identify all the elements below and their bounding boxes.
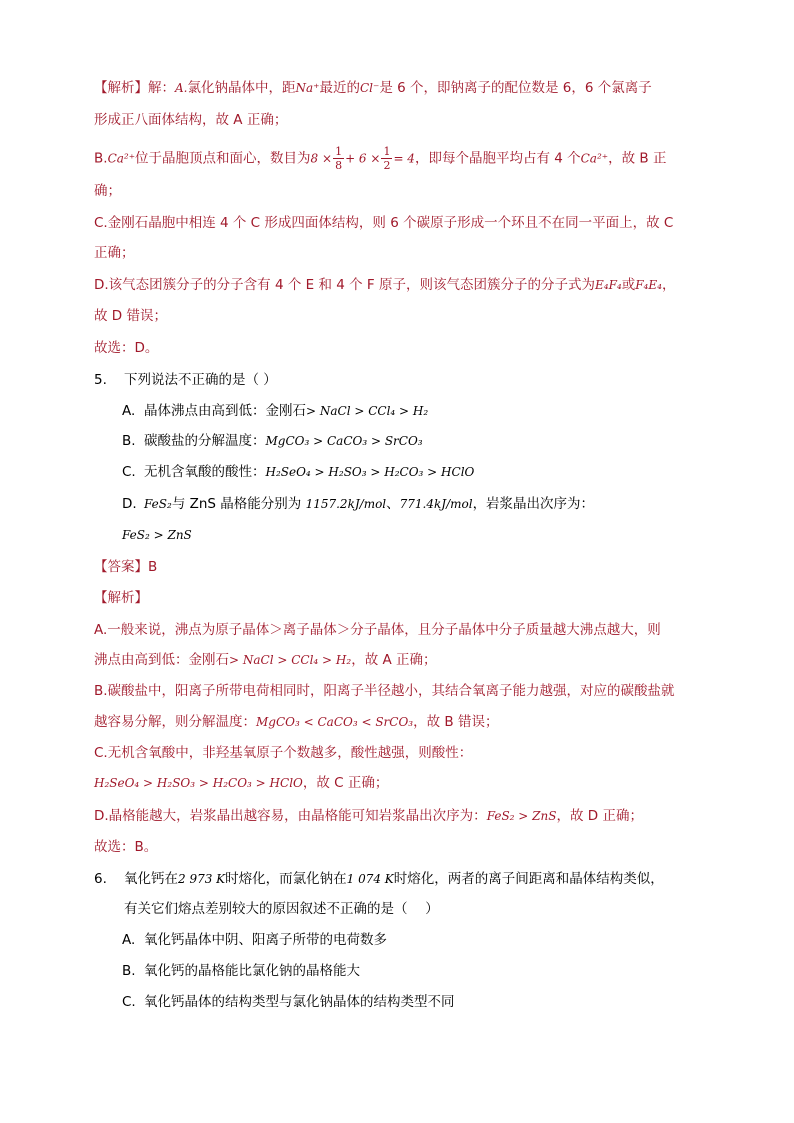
- math: = 4: [393, 151, 415, 166]
- option-text: 氧化钙晶体的结构类型与氯化钠晶体的结构类型不同: [144, 994, 455, 1010]
- option-label: A.: [122, 403, 136, 419]
- denominator: 2: [383, 159, 391, 172]
- q5-option-c: [122, 462, 474, 482]
- option-text: 晶体沸点由高到低：金刚石: [144, 403, 306, 419]
- option-text: 氧化钙的晶格能比氯化钠的晶格能大: [144, 963, 360, 979]
- text: D.晶格能越大，岩浆晶出越容易，由晶格能可知岩浆晶出次序为：: [94, 808, 487, 824]
- math: Ca²⁺: [107, 151, 136, 166]
- question-text: 下列说法不正确的是（ ）: [124, 372, 277, 388]
- q6-option-b: [122, 961, 360, 981]
- text: ，故 B 正: [608, 150, 667, 167]
- option-text: 氧化钙晶体中阴、阳离子所带的电荷数多: [144, 932, 387, 948]
- math: A.: [175, 81, 188, 95]
- analysis-line-c1: C.金刚石晶胞中相连 4 个 C 形成四面体结构，则 6 个碳原子形成一个环且不在同一平面上，故 C: [94, 215, 674, 231]
- analysis-line-a1: [94, 78, 652, 98]
- analysis-line-a2: 形成正八面体结构，故 A 正确；: [94, 112, 288, 128]
- option-text: 无机含氧酸的酸性：: [144, 464, 266, 480]
- text: 最近的: [319, 80, 360, 96]
- q5-choice: 故选：B。: [94, 839, 158, 855]
- analysis-line-b2: 确；: [94, 183, 121, 199]
- text: 越容易分解，则分解温度：: [94, 714, 256, 730]
- question-number: 5.: [94, 372, 107, 388]
- math: > NaCl > CCl₄ > H₂: [229, 653, 352, 667]
- text: ，即每个晶胞平均占有 4 个: [414, 150, 581, 167]
- analysis-line-b1: [94, 145, 666, 172]
- analysis-label: 【解析】: [94, 80, 148, 96]
- numerator: 1: [335, 145, 343, 158]
- math: H₂SeO₄ > H₂SO₃ > H₂CO₃ > HClO: [94, 776, 303, 790]
- option-label: B.: [122, 963, 136, 979]
- option-label: C.: [122, 994, 136, 1010]
- math: > NaCl > CCl₄ > H₂: [306, 404, 429, 418]
- option-text: 、: [386, 496, 400, 512]
- text: ，故 D 正确；: [556, 808, 643, 824]
- math: FeS₂ > ZnS: [486, 809, 557, 823]
- text: 时熔化，两者的离子间距离和晶体结构类似，: [393, 871, 664, 887]
- question-6-stem-1: [94, 869, 664, 889]
- math: MgCO₃ > CaCO₃ > SrCO₃: [265, 434, 423, 448]
- q5-analysis-b2: [94, 712, 498, 732]
- option-label: B.: [122, 433, 136, 449]
- text: 是 6 个，即钠离子的配位数是 6，6 个氯离子: [379, 80, 652, 96]
- q6-option-a: [122, 930, 387, 950]
- fraction-1-8: [333, 145, 344, 172]
- text: ，: [661, 277, 676, 293]
- q5-analysis-c1: C.无机含氧酸中，非羟基氧原子个数越多，酸性越强，则酸性：: [94, 745, 473, 761]
- q5-analysis-c2: [94, 773, 388, 793]
- text: 氯化钠晶体中，距: [187, 80, 296, 96]
- text: 时熔化，而氯化钠在: [225, 871, 347, 887]
- q5-analysis-a1: A.一般来说，沸点为原子晶体＞离子晶体＞分子晶体，且分子晶体中分子质量越大沸点越大，则: [94, 622, 661, 638]
- math: 1157.2kJ/mol: [305, 497, 387, 511]
- text: 或: [621, 277, 636, 293]
- q5-option-a: [122, 401, 428, 421]
- math: E₄F₄: [595, 278, 622, 292]
- math: MgCO₃ < CaCO₃ < SrCO₃: [256, 715, 414, 729]
- text: ，故 A 正确；: [351, 652, 437, 668]
- text: ，故 C 正确；: [302, 775, 389, 791]
- math: H₂SeO₄ > H₂SO₃ > H₂CO₃ > HClO: [265, 465, 475, 479]
- math: 1 074 K: [346, 872, 394, 886]
- analysis-line-d1: [94, 275, 675, 295]
- math: Ca²⁺: [580, 151, 609, 166]
- math: 2 973 K: [178, 872, 226, 886]
- option-label: C.: [122, 464, 136, 480]
- text: ，故 B 错误；: [413, 714, 499, 730]
- option-label: A.: [122, 932, 136, 948]
- math: F₄E₄: [635, 278, 662, 292]
- math: FeS₂: [144, 497, 172, 511]
- math: 771.4kJ/mol: [399, 497, 473, 511]
- option-text: 与 ZnS 晶格能分别为: [171, 496, 302, 512]
- text: 位于晶胞顶点和面心，数目为: [135, 150, 311, 167]
- math: + 6 ×: [345, 151, 381, 166]
- analysis-line-d2: 故 D 错误；: [94, 308, 167, 324]
- q5-answer: 【答案】B: [94, 559, 158, 575]
- denominator: 8: [335, 159, 343, 172]
- text: B.: [94, 150, 108, 167]
- analysis-choice: 故选：D。: [94, 340, 159, 356]
- q5-analysis-d1: [94, 806, 643, 826]
- analysis-line-c2: 正确；: [94, 245, 135, 261]
- question-6-stem-2: 有关它们熔点差别较大的原因叙述不正确的是（ ）: [124, 901, 439, 917]
- option-label: D.: [122, 496, 137, 512]
- q5-option-b: [122, 431, 423, 451]
- math: Cl⁻: [359, 81, 380, 95]
- math: FeS₂ > ZnS: [122, 528, 192, 542]
- question-5-stem: [94, 370, 277, 390]
- q5-option-d: [122, 494, 594, 514]
- q6-option-c: [122, 992, 455, 1012]
- text: 解：: [148, 80, 175, 96]
- option-text: ，岩浆晶出次序为：: [472, 496, 595, 512]
- math: Na⁺: [295, 81, 320, 95]
- text: D.该气态团簇分子的分子含有 4 个 E 和 4 个 F 原子，则该气态团簇分子的分子式为: [94, 277, 595, 293]
- q5-analysis-label: 【解析】: [94, 590, 148, 606]
- q5-option-d-cont: [122, 525, 192, 545]
- option-text: 碳酸盐的分解温度：: [144, 433, 266, 449]
- math: 8 ×: [310, 151, 333, 166]
- numerator: 1: [383, 145, 391, 158]
- q5-analysis-b1: B.碳酸盐中，阳离子所带电荷相同时，阳离子半径越小，其结合氧离子能力越强，对应的碳酸盐就: [94, 683, 675, 699]
- question-number: 6.: [94, 871, 107, 887]
- text: 氧化钙在: [124, 871, 178, 887]
- q5-analysis-a2: [94, 650, 437, 670]
- fraction-1-2: [381, 145, 392, 172]
- text: 沸点由高到低：金刚石: [94, 652, 229, 668]
